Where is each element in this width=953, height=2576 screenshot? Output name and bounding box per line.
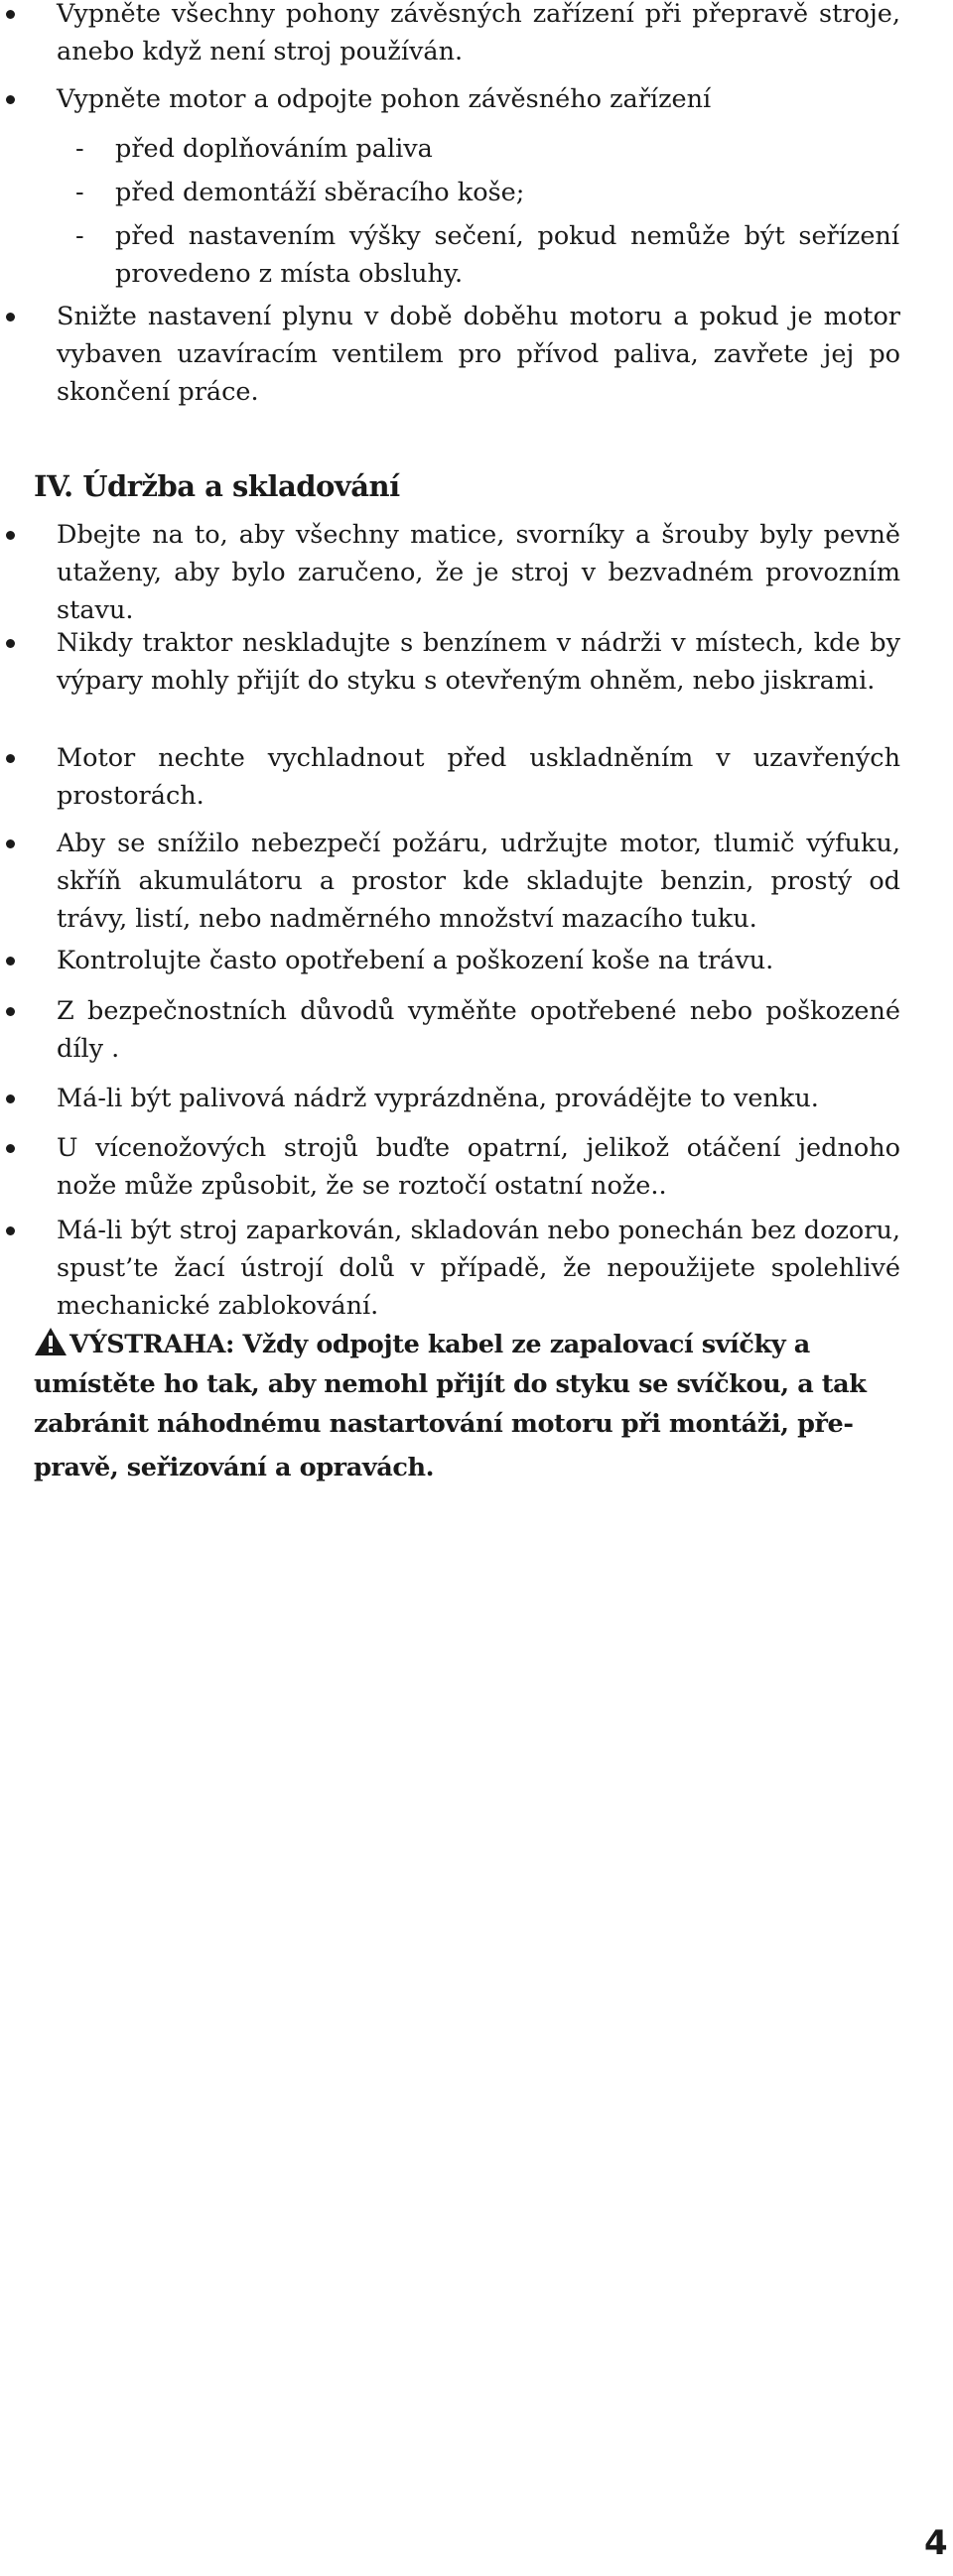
bullet-icon xyxy=(6,10,15,19)
page-number: 4 xyxy=(924,2523,948,2563)
dash-icon: - xyxy=(75,134,84,164)
warning-line xyxy=(34,1325,868,1364)
bullet-icon xyxy=(6,639,15,648)
list-item-text: Má-li být stroj zaparkován, skladován nebo ponechán bez dozoru, spust’te žací ústrojí dolů v případě, že nepoužijete spolehlivé mechanické zablokování. xyxy=(57,1216,900,1321)
list-item-text: U vícenožových strojů buďte opatrní, jelikož otáčení jednoho nože může způsobit, že se roztočí ostatní nože.. xyxy=(57,1133,900,1201)
bullet-icon xyxy=(6,531,15,540)
list-item-text: Vypněte všechny pohony závěsných zařízení při přepravě stroje, anebo když není stroj používán. xyxy=(57,0,900,66)
list-item-text: Kontrolujte často opotřebení a poškození koše na trávu. xyxy=(57,946,774,975)
section-heading: IV. Údržba a skladování xyxy=(34,469,400,503)
warning-line: zabránit náhodnému nastartování motoru při montáži, pře- xyxy=(34,1409,854,1439)
list-item-text: Z bezpečnostních důvodů vyměňte opotřebené nebo poškozené díly . xyxy=(57,996,900,1064)
list-item-text: Snižte nastavení plynu v době doběhu motoru a pokud je motor vybaven uzavíracím ventilem pro přívod paliva, zavřete jej po skončení práce. xyxy=(57,302,900,407)
warning-line: pravě, seřizování a opravách. xyxy=(34,1453,435,1482)
list-item-text: Dbejte na to, aby všechny matice, svorníky a šrouby byly pevně utaženy, aby bylo zaručeno, že je stroj v bezvadném provozním stavu. xyxy=(57,520,900,625)
bullet-icon xyxy=(6,957,15,966)
bullet-icon xyxy=(6,1226,15,1235)
bullet-icon xyxy=(6,839,15,848)
list-item-text: Motor nechte vychladnout před uskladněním v uzavřených prostorách. xyxy=(57,743,900,811)
bullet-icon xyxy=(6,1144,15,1153)
sub-list-item-text: před demontáží sběracího koše; xyxy=(115,178,525,207)
sub-list-item-text: před nastavením výšky sečení, pokud nemůže být seřízení provedeno z místa obsluhy. xyxy=(115,221,899,289)
list-item-text: Má-li být palivová nádrž vyprázdněna, provádějte to venku. xyxy=(57,1084,819,1113)
list-item-text: Vypněte motor a odpojte pohon závěsného zařízení xyxy=(57,84,712,114)
bullet-icon xyxy=(6,95,15,104)
warning-block xyxy=(34,1325,868,1487)
warning-line-text: VÝSTRAHA: Vždy odpojte kabel ze zapalovací svíčky a xyxy=(69,1330,810,1359)
list-item-text: Nikdy traktor neskladujte s benzínem v nádrži v místech, kde by výpary mohly přijít do styku s otevřeným ohněm, nebo jiskrami. xyxy=(57,628,900,696)
bullet-icon xyxy=(6,313,15,322)
bullet-icon xyxy=(6,754,15,763)
dash-icon: - xyxy=(75,221,84,251)
bullet-icon xyxy=(6,1095,15,1103)
warning-triangle-icon xyxy=(34,1327,68,1356)
warning-line: umístěte ho tak, aby nemohl přijít do styku se svíčkou, a tak xyxy=(34,1369,867,1399)
bullet-icon xyxy=(6,1007,15,1016)
dash-icon: - xyxy=(75,178,84,207)
list-item-text: Aby se snížilo nebezpečí požáru, udržujte motor, tlumič výfuku, skříň akumulátoru a prostor kde skladujte benzin, prostý od trávy, listí, nebo nadměrného množství mazacího tuku. xyxy=(57,829,900,934)
sub-list-item-text: před doplňováním paliva xyxy=(115,134,433,164)
